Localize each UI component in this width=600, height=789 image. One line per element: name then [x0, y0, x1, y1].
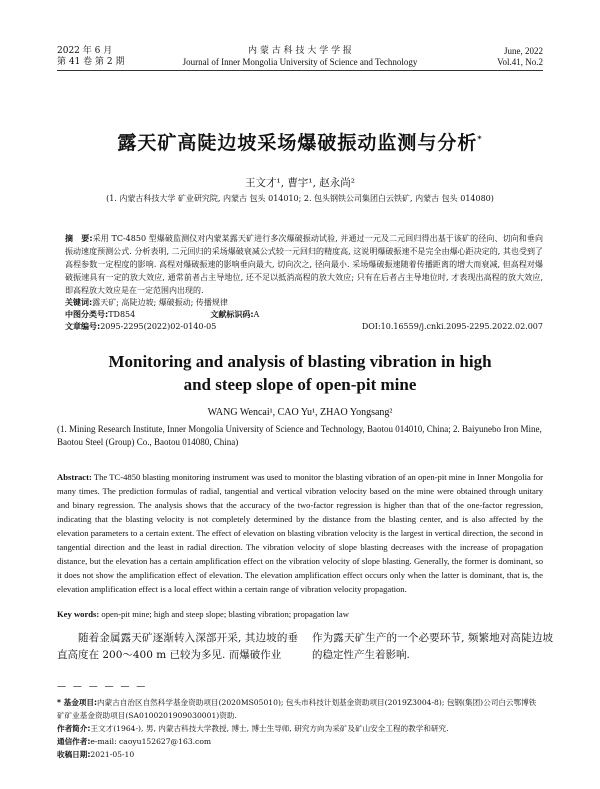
title-en-line2: and steep slope of open-pit mine: [183, 375, 417, 394]
keywords-en-label: Key words:: [57, 609, 100, 619]
author-bio: [57, 722, 543, 735]
keywords-en-text: open-pit mine; high and steep slope; blasting vibration; propagation law: [101, 609, 349, 619]
article-number-label: 文章编号:: [65, 322, 101, 331]
abstract-en-label: Abstract:: [57, 472, 92, 482]
paper-title-en: [0, 350, 600, 396]
abstract-en-text: The TC-4850 blasting monitoring instrument was used to monitor the blasting vibration of an open-pit mine in Inner Mongolia for many times. The prediction formulas of radial, tangential and vertical vibration velocity based on the mine were obtained through unitary and binary regression. The analysis shows that the accuracy of the two-factor regression is higher than that of the one-factor regression, indicating that the blasting velocity is not completely determined by the distance from the blasting center, and is also affected by the elevation parameters to a certain extent. The effect of elevation on blasting vibration velocity is the largest in vertical direction, the second in tangential direction and the least in radial direction. The vibration velocity of slope blasting decreases with the increase of propagation distance, but the elevation has a certain amplification effect on the vibration velocity of slope blasting. Generally, the former is dominant, so it does not show the amplification effect of elevation. The elevation amplification effect occurs only when the latter is dominant, that is, the elevation amplification effect is a local effect within a certain range of vibration velocity propagation.: [57, 472, 543, 594]
abstract-cn-text: 采用 TC-4850 型爆破监测仪对内蒙某露天矿进行多次爆破振动试验, 并通过一元及二元回归得出基于该矿的径向、切向和垂向振动速度预测公式. 分析表明, 二元回归的采场爆破衰减公式较一元回归的精度高, 这说明爆破振速不是完全由爆心距决定的, 其也受到了高程参数一定程度的影响. 高程对爆破振速的影响垂向最大, 切向次之, 径向最小. 采场爆破振速随着传播距离的增大而衰减, 但高程对爆破振速具有一定的放大效应, 通常前者占主导地位, 还不足以抵消高程的放大效应; 只有在后者占主导地位时, 才表现出高程的放大效应, 即高程放大效应是在一定范围内出现的.: [65, 234, 543, 295]
article-number-row: [65, 321, 543, 333]
clc-label: 中图分类号:: [65, 310, 109, 319]
keywords-cn-label: 关键词:: [65, 298, 93, 307]
authors-cn: 王文才¹, 曹宇¹, 赵永尚²: [245, 177, 355, 189]
title-footnote-mark: *: [477, 134, 483, 144]
article-number-value: 2095-2295(2022)02-0140-05: [100, 322, 217, 331]
fund-text: 内蒙古自治区自然科学基金资助项目(2020MS05010); 包头市科技计划基金资助项目(2019Z3004-8); 包钢(集团)公司白云鄂博铁矿矿业基金资助项目(SA0100201909030001)资助.: [57, 698, 537, 720]
doc-code-value: A: [253, 310, 260, 319]
header-rule: [57, 70, 543, 71]
doi: DOI:10.16559/j.cnki.2095-2295.2022.02.007: [361, 322, 543, 331]
abstract-cn: [65, 232, 543, 333]
classification-row: [65, 309, 543, 321]
author-bio-text: 王文才(1964-), 男, 内蒙古科技大学教授, 博士, 博士生导师, 研究方向为采矿及矿山安全工程的教学和研究.: [90, 724, 449, 733]
affiliation-cn: (1. 内蒙古科技大学 矿业研究院, 内蒙古 包头 014010; 2. 包头钢铁公司集团白云铁矿, 内蒙古 包头 014080): [106, 194, 494, 203]
paper-title-cn: [0, 128, 600, 155]
doc-code-label: 文献标识码:: [210, 310, 254, 319]
journal-name-cn: 内 蒙 古 科 技 大 学 学 报: [248, 46, 352, 56]
keywords-cn-text: 露天矿; 高陡边坡; 爆破振动; 传播规律: [92, 298, 228, 307]
fund-note: [57, 696, 543, 722]
affiliation-en: (1. Mining Research Institute, Inner Mongolia University of Science and Technology, Baotou 014010, China; 2. Baiyunebo Iron Mine, Baotou Steel (Group) Co., Baotou 014080, China): [57, 424, 542, 447]
abstract-cn-label: 摘 要:: [65, 234, 93, 243]
keywords-en: [57, 609, 543, 619]
corresponding-author: [57, 735, 543, 748]
header-volume: 第 41 卷 第 2 期: [57, 57, 125, 67]
title-en-line1: Monitoring and analysis of blasting vibration in high: [108, 352, 492, 371]
received-label: 收稿日期:: [57, 750, 91, 759]
email-text: e-mail: caoyu152627@163.com: [90, 737, 212, 746]
header-date-en: June, 2022: [504, 46, 543, 56]
fund-label: * 基金项目:: [57, 698, 98, 707]
footnote: [57, 696, 543, 761]
received-date: [57, 748, 543, 761]
clc-value: TD854: [108, 310, 136, 319]
keywords-cn: [65, 297, 543, 309]
body-column-right: 作为露天矿生产的一个必要环节, 频繁地对高陡边坡的稳定性产生着影响.: [312, 632, 553, 661]
authors-en: WANG Wencai¹, CAO Yu¹, ZHAO Yongsang²: [207, 407, 393, 418]
author-bio-label: 作者简介:: [57, 724, 91, 733]
received-text: 2021-05-10: [90, 750, 135, 759]
email-label: 通信作者:: [57, 737, 91, 746]
journal-name-en: Journal of Inner Mongolia University of Science and Technology: [182, 57, 418, 67]
header-date: 2022 年 6 月: [57, 46, 113, 56]
footnote-rule: — — — — — —: [57, 682, 148, 692]
abstract-en: [57, 470, 543, 596]
body-column-left: 随着金属露天矿逐渐转入深部开采, 其边坡的垂直高度在 200～400 m 已较为多见. 而爆破作业: [57, 632, 298, 661]
header-volume-en: Vol.41, No.2: [497, 57, 543, 67]
header-right: [497, 46, 543, 68]
title-cn-text: 露天矿高陡边坡采场爆破振动监测与分析: [117, 132, 478, 154]
